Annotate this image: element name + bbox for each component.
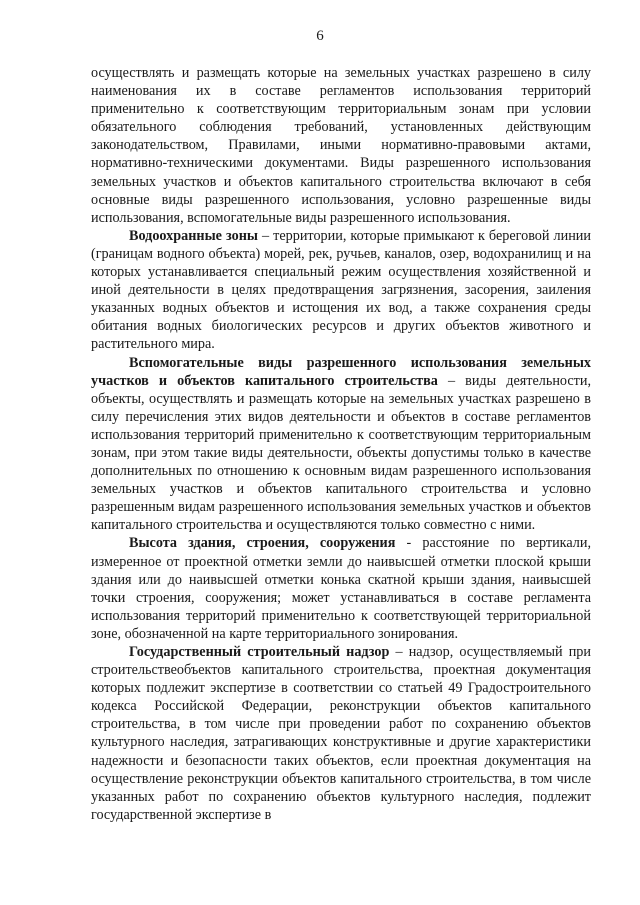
definition-building-height: [91, 534, 591, 643]
document-body: [91, 64, 591, 824]
definition-auxiliary-land-use: [91, 354, 591, 535]
definition-water-protection-zones: [91, 227, 591, 354]
definition-term: Вспомогательные виды разрешенного использования земельных участков и объектов капитального строительства: [91, 354, 591, 389]
page-number: 6: [316, 28, 324, 44]
definition-state-construction-supervision: [91, 643, 591, 824]
definition-term: Водоохранные зоны: [129, 227, 258, 244]
definition-text: – надзор, осуществляемый при строительствеобъектов капитального строительства, проектная документация которых подлежит экспертизе в соответствии со статьей 49 Градостроительного кодекса Российской Федерации, реконструкции объектов капитального строительства, в том числе при проведении работ по сохранению объектов культурного наследия, затрагивающих конструктивные и другие характеристики надежности и безопасности таких объектов, если проектная документация на осуществление реконструкции объектов капитального строительства, в том числе указанных работ по сохранению объектов культурного наследия, подлежит государственной экспертизе в: [91, 644, 591, 823]
definition-text: – территории, которые примыкают к береговой линии (границам водного объекта) морей, рек, ручьев, каналов, озер, водохранилищ и на которых устанавливается специальный режим осуществления хозяйственной и иной деятельности в целях предотвращения загрязнения, засорения, заиления указанных водных объектов и истощения их вод, а также сохранения среды обитания водных биологических ресурсов и других объектов животного и растительного мира.: [91, 227, 591, 353]
definition-text: - расстояние по вертикали, измеренное от проектной отметки земли до наивысшей отметки плоской крыши здания или до наивысшей отметки конька скатной крыши здания, наивысшей точки строения, сооружения; может устанавливаться в составе регламента использования территорий применительно к соответствующей территориальной зоне, обозначенной на карте территориального зонирования.: [91, 535, 592, 642]
definition-text: – виды деятельности, объекты, осуществлять и размещать которые на земельных участках разрешено в силу перечисления этих видов деятельности и объектов в составе регламентов использования территорий применительно к соответствующим территориальным зонам, при этом такие виды деятельности, объекты допустимы только в качестве дополнительных по отношению к основным видам разрешенного использования земельных участков и объектов капитального строительства и условно разрешенным видам разрешенного использования земельных участков и объектов капитального строительства и осуществляются только совместно с ними.: [91, 372, 591, 534]
paragraph-text: осуществлять и размещать которые на земельных участках разрешено в силу наименования их в составе регламентов использования территорий применительно к соответствующим территориальным зонам при условии обязательного соблюдения требований, установленных действующим законодательством, Правилами, иными нормативно-правовыми актами, нормативно-техническими документами. Виды разрешенного использования земельных участков и объектов капитального строительства включают в себя основные виды разрешенного использования, условно разрешенные виды использования, вспомогательные виды разрешенного использования.: [91, 65, 591, 226]
definition-term: Высота здания, строения, сооружения: [129, 535, 396, 552]
definition-term: Государственный строительный надзор: [129, 644, 390, 660]
paragraph-continuation: [91, 64, 591, 227]
